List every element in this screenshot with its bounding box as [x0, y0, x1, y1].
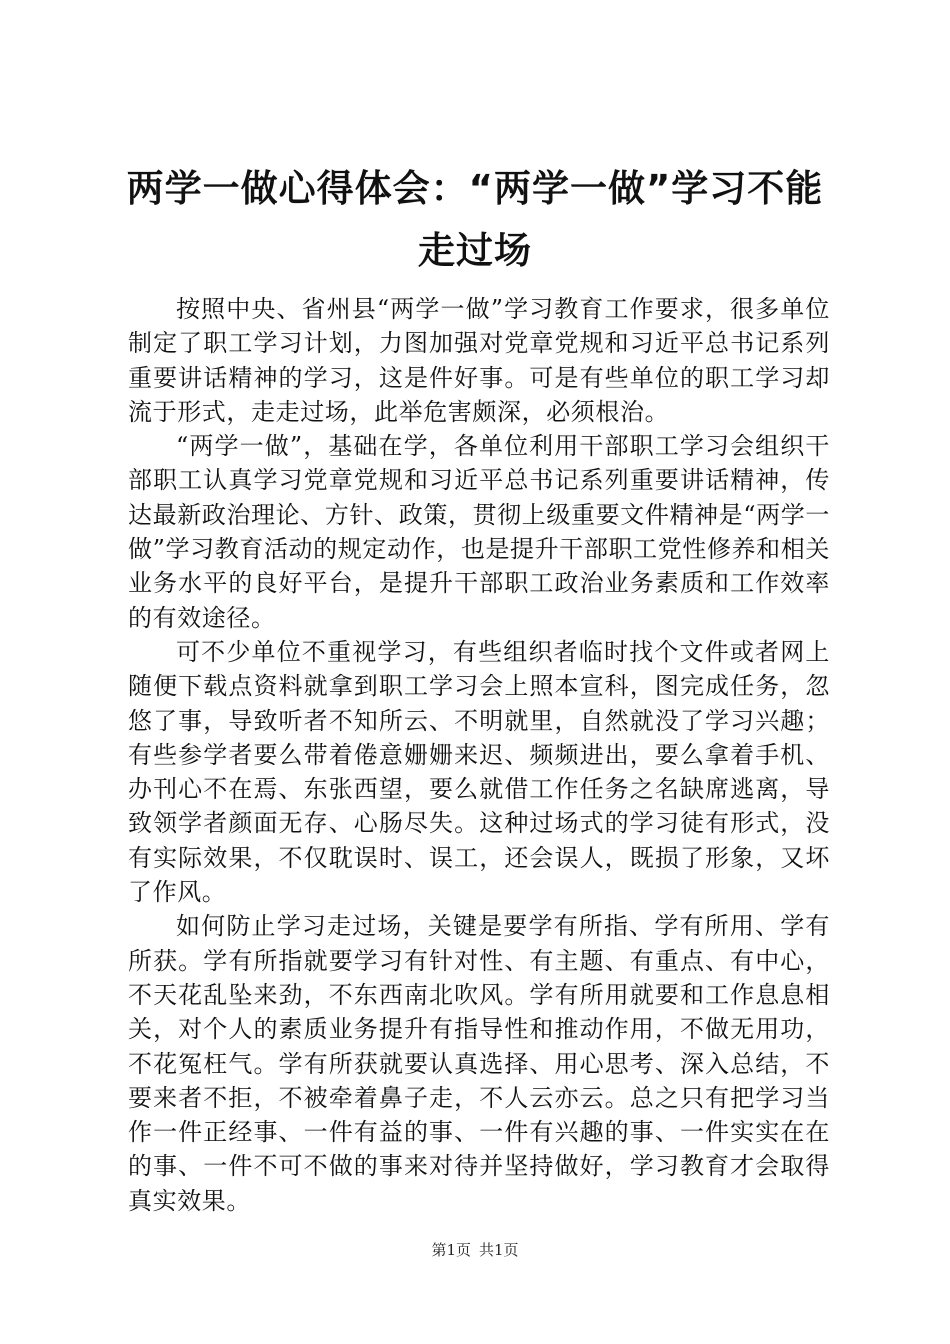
paragraph-1: 按照中央、省州县“两学一做”学习教育工作要求，很多单位制定了职工学习计划，力图加强对党章党规和习近平总书记系列重要讲话精神的学习，这是件好事。可是有些单位的职工学习却流于形式，走走过场，此举危害颇深，必须根治。: [128, 295, 830, 426]
paragraph-3: 可不少单位不重视学习，有些组织者临时找个文件或者网上随便下载点资料就拿到职工学习会上照本宣科，图完成任务，忽悠了事，导致听者不知所云、不明就里，自然就没了学习兴趣；有些参学者要么带着倦意姗姗来迟、频频进出，要么拿着手机、办刊心不在焉、东张西望，要么就借工作任务之名缺席逃离，导致领学者颜面无存、心肠尽失。这种过场式的学习徒有形式，没有实际效果，不仅耽误时、误工，还会误人，既损了形象，又坏了作风。: [128, 637, 830, 907]
page-number: 第1页: [431, 1241, 471, 1259]
total-pages: 共1页: [479, 1241, 519, 1259]
paragraph-2: “两学一做”，基础在学，各单位利用干部职工学习会组织干部职工认真学习党章党规和习近平总书记系列重要讲话精神，传达最新政治理论、方针、政策，贯彻上级重要文件精神是“两学一做”学习教育活动的规定动作，也是提升干部职工党性修养和相关业务水平的良好平台，是提升干部职工政治业务素质和工作效率的有效途径。: [128, 432, 830, 632]
document-body: [128, 292, 830, 1218]
paragraph-4: 如何防止学习走过场，关键是要学有所指、学有所用、学有所获。学有所指就要学习有针对性、有主题、有重点、有中心，不天花乱坠来劲，不东西南北吹风。学有所用就要和工作息息相关，对个人的素质业务提升有指导性和推动作用，不做无用功，不花冤枉气。学有所获就要认真选择、用心思考、深入总结，不要来者不拒，不被牵着鼻子走，不人云亦云。总之只有把学习当作一件正经事、一件有益的事、一件有兴趣的事、一件实实在在的事、一件不可不做的事来对待并坚持做好，学习教育才会取得真实效果。: [128, 912, 830, 1215]
document-title: 两学一做心得体会：“两学一做”学习不能走过场: [126, 167, 824, 272]
page-footer: [0, 1240, 950, 1260]
